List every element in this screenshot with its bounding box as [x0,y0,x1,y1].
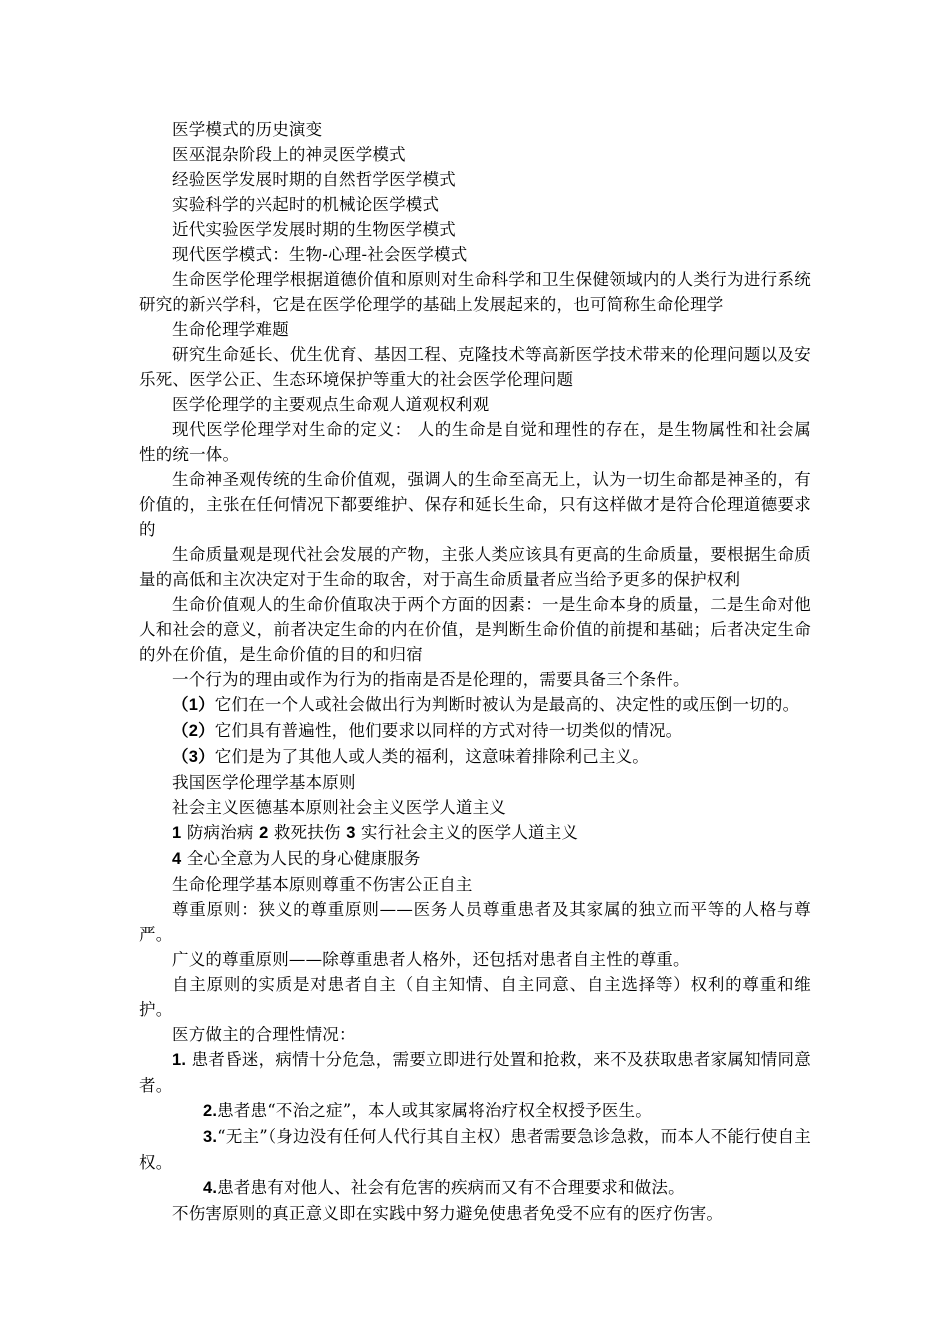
heading-main-views: 医学伦理学的主要观点生命观人道观权利观 [172,395,490,414]
case-item-3 [139,1124,811,1175]
paragraph-respect-narrow: 尊重原则：狭义的尊重原则——医务人员尊重患者及其家属的独立而平等的人格与尊严。 [139,900,811,944]
principle-points-line-1 [139,820,811,846]
point-text: 全心全意为人民的身心健康服务 [181,849,421,868]
paragraph-bioethics-definition: 生命医学伦理学根据道德价值和原则对生命科学和卫生保健领域内的人类行为进行系统研究的新兴学科，它是在医学伦理学的基础上发展起来的，也可简称生命伦理学 [139,270,811,314]
case-number: 2. [203,1102,218,1120]
case-item-1 [139,1047,811,1098]
point-number: 4 [172,850,182,868]
condition-number: （2） [172,722,215,740]
paragraph-research-topics: 研究生命延长、优生优育、基因工程、克隆技术等高新医学技术带来的伦理问题以及安乐死、医学公正、生态环境保护等重大的社会医学伦理问题 [139,345,811,389]
condition-text: 它们具有普遍性，他们要求以同样的方式对待一切类似的情况。 [214,721,683,740]
heading-bioethics-problems: 生命伦理学难题 [172,320,289,339]
condition-text: 它们是为了其他人或人类的福利，这意味着排除利己主义。 [214,747,649,766]
condition-item-1 [139,692,811,718]
paragraph-quality-of-life: 生命质量观是现代社会发展的产物，主张人类应该具有更高的生命质量，要根据生命质量的高低和主次决定对于生命的取舍，对于高生命质量者应当给予更多的保护权利 [139,545,811,589]
case-item-4 [139,1175,811,1201]
principle-points-line-2 [139,846,811,872]
point-number: 1 [172,824,182,842]
paragraph-life-definition: 现代医学伦理学对生命的定义： 人的生命是自觉和理性的存在，是生物属性和社会属性的统一体。 [139,420,811,464]
point-number: 3 [346,824,356,842]
paragraph-bioethics-principles: 生命伦理学基本原则尊重不伤害公正自主 [172,875,473,894]
case-number: 3. [203,1128,218,1146]
paragraph-autonomy: 自主原则的实质是对患者自主（自主知情、自主同意、自主选择等）权利的尊重和维护。 [139,975,811,1019]
condition-text: 它们在一个人或社会做出行为判断时被认为是最高的、决定性的或压倒一切的。 [214,695,800,714]
point-text: 实行社会主义的医学人道主义 [355,823,579,842]
case-text: “无主”（身边没有任何人代行其自主权）患者需要急诊急救，而本人不能行使自主权。 [139,1127,811,1172]
document-body [139,117,811,1226]
heading-basic-principles: 我国医学伦理学基本原则 [172,773,356,792]
paragraph-modern-model: 现代医学模式：生物-心理-社会医学模式 [172,245,468,264]
paragraph-sanctity-of-life: 生命神圣观传统的生命价值观，强调人的生命至高无上，认为一切生命都是神圣的，有价值的，主张在任何情况下都要维护、保存和延长生命，只有这样做才是符合伦理道德要求的 [139,470,811,539]
case-text: 患者昏迷，病情十分危急，需要立即进行处置和抢救，来不及获取患者家属知情同意者。 [139,1050,811,1095]
case-number: 4. [203,1179,218,1197]
paragraph-biomedical-model: 近代实验医学发展时期的生物医学模式 [172,220,456,239]
condition-item-2 [139,718,811,744]
case-number: 1. [172,1051,187,1069]
paragraph-natural-philosophy-model: 经验医学发展时期的自然哲学医学模式 [172,170,456,189]
case-item-2 [139,1098,811,1124]
point-text: 救死扶伤 [268,823,347,842]
paragraph-value-of-life: 生命价值观人的生命价值取决于两个方面的因素：一是生命本身的质量，二是生命对他人和社会的意义，前者决定生命的内在价值，是判断生命价值的前提和基础；后者决定生命的外在价值，是生命价值的目的和归宿 [139,595,811,664]
paragraph-spirit-model: 医巫混杂阶段上的神灵医学模式 [172,145,406,164]
point-number: 2 [259,824,269,842]
condition-number: （1） [172,696,215,714]
paragraph-condition-intro: 一个行为的理由或作为行为的指南是否是伦理的，需要具备三个条件。 [172,670,690,689]
condition-item-3 [139,744,811,770]
case-text: 患者患“不治之症”，本人或其家属将治疗权全权授予医生。 [217,1101,652,1120]
paragraph-socialist-principle: 社会主义医德基本原则社会主义医学人道主义 [172,798,506,817]
case-text: 患者患有对他人、社会有危害的疾病而又有不合理要求和做法。 [217,1178,685,1197]
heading-history: 医学模式的历史演变 [172,120,323,139]
paragraph-respect-broad: 广义的尊重原则——除尊重患者人格外，还包括对患者自主性的尊重。 [172,950,690,969]
paragraph-mechanistic-model: 实验科学的兴起时的机械论医学模式 [172,195,440,214]
point-text: 防病治病 [181,823,260,842]
condition-number: （3） [172,748,215,766]
paragraph-nonmaleficence: 不伤害原则的真正意义即在实践中努力避免使患者免受不应有的医疗伤害。 [172,1204,724,1223]
heading-doctor-decision: 医方做主的合理性情况： [172,1025,356,1044]
